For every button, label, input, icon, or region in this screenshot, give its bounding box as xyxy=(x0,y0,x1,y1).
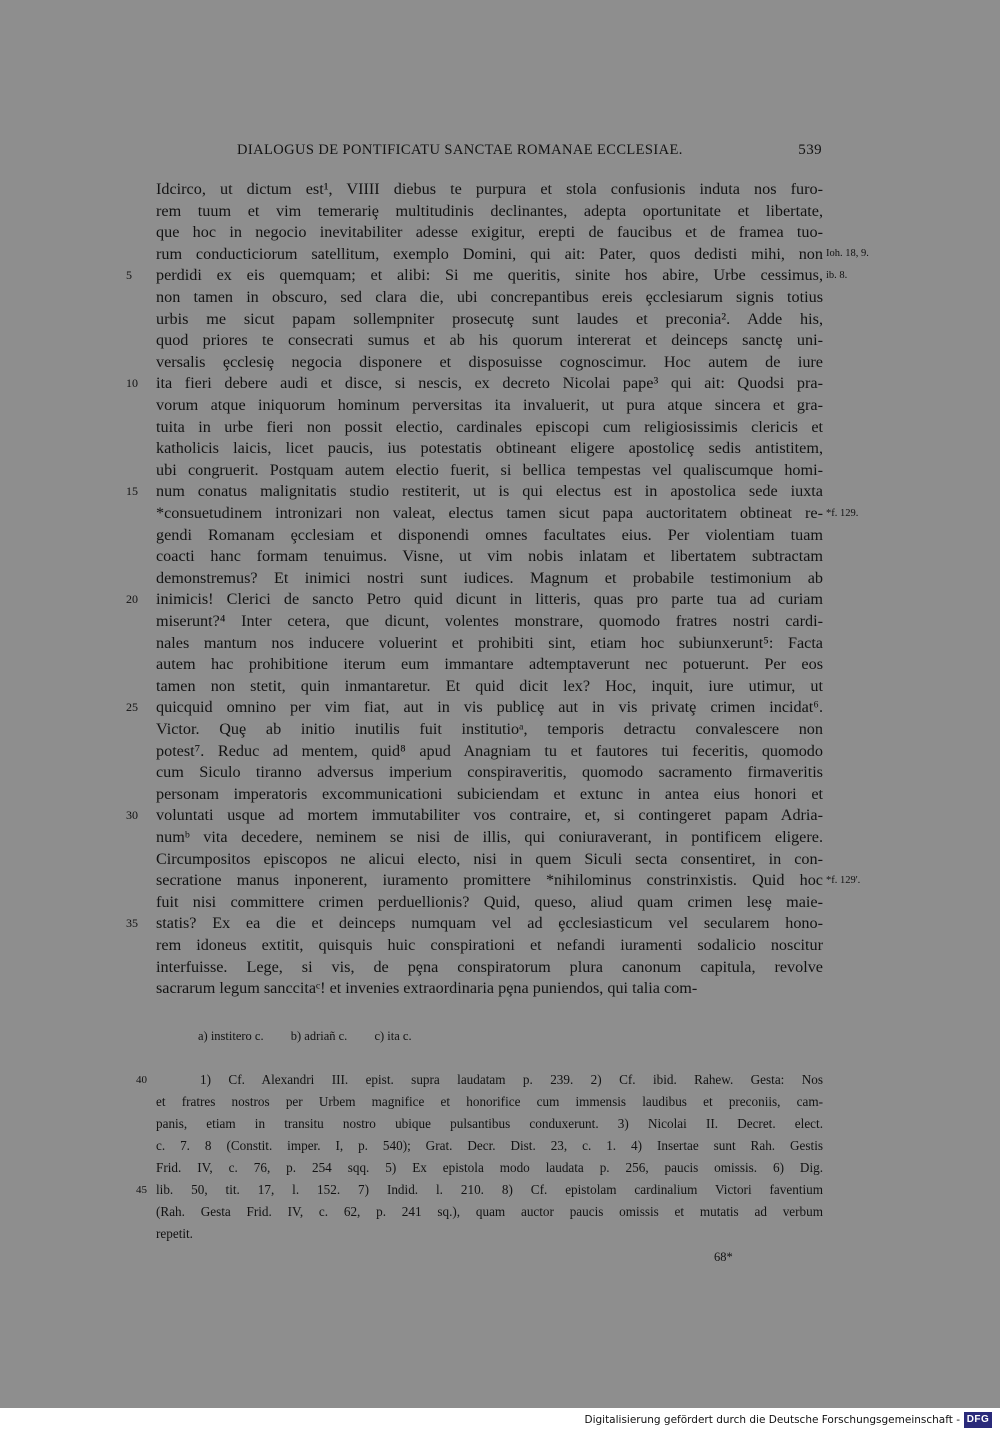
text-line: statis? Ex ea die et deinceps numquam vel ad ȩcclesiasticum vel secularem hono- xyxy=(156,914,823,933)
text-line: coacti hanc formam tenuimus. Visne, ut vim nobis inlatam et libertatem subtractam xyxy=(156,547,823,566)
text-line: non tamen in obscuro, sed clara die, ubi concrepantibus ereis ȩcclesiarum signis totius xyxy=(156,288,823,306)
text-line: vorum atque iniquorum hominum perversitas ita invaluerit, ut pura atque sincera et gra- xyxy=(156,396,823,414)
text-line: miserunt?⁴ Inter cetera, que dicunt, volentes monstrare, quomodo fratres nostri cardi- xyxy=(156,612,823,630)
text-line: inimicis! Clerici de sancto Petro quid dicunt in litteris, quas pro parte tua ad curiam xyxy=(156,590,823,609)
text-line: katholicis laicis, licet paucis, ius potestatis obtineant eligere apostolicȩ sedis antistitem, xyxy=(156,439,823,458)
footnote-line-number: 40 xyxy=(136,1074,147,1086)
line-number: 20 xyxy=(126,592,138,606)
apparatus-note: a) institero c. xyxy=(198,1029,264,1043)
signature-mark: 68* xyxy=(714,1250,733,1264)
text-line: nales mantum nos inducere voluerint et prohibiti sint, etiam hoc subiunxerunt⁵: Facta xyxy=(156,633,823,652)
text-line: quicquid omnino per vim fiat, aut in vis publicȩ aut in vis privatȩ crimen incidat⁶. xyxy=(156,698,823,717)
text-line: perdidi ex eis quemquam; et alibi: Si me queritis, sinite hos abire, Urbe cessimus, xyxy=(156,266,823,285)
line-number: 10 xyxy=(126,376,138,390)
text-line: rem tuum et vim temerariȩ multitudinis declinantes, adepta oportunitate et libertate, xyxy=(156,201,823,220)
text-line: quod priores te consecrati sumus et ab his quorum intererat et deinceps sanctȩ uni- xyxy=(156,331,823,350)
text-line: interfuisse. Lege, si vis, de pȩna conspiratorum plura canonum capitula, revolve xyxy=(156,957,823,976)
text-line: *consuetudinem intronizari non valeat, electus tamen sicut papa auctoritatem obtineat re- xyxy=(156,504,823,522)
margin-note: *f. 129'. xyxy=(826,875,861,886)
footnote-line: repetit. xyxy=(156,1226,193,1241)
page-number: 539 xyxy=(798,142,822,158)
footnote-line: et fratres nostros per Urbem magnifice et honorifice cum immensis laudibus et preconiis, cam- xyxy=(156,1094,823,1109)
text-line: rem idoneus extitit, quisquis huic conspirationi et nefandi iuramenti sodalicio noscitur xyxy=(156,936,823,954)
text-line: personam imperatoris excommunicationi subiciendam et extunc in antea eius honori et xyxy=(156,784,823,803)
footer-text: Digitalisierung gefördert durch die Deutsche Forschungsgemeinschaft - xyxy=(584,1414,960,1426)
apparatus-note: b) adriañ c. xyxy=(290,1029,348,1043)
text-line: sacrarum legum sanccitaᶜ! et invenies extraordinaria pȩna puniendos, qui talia com- xyxy=(156,979,698,998)
line-number: 25 xyxy=(126,700,138,714)
footnote-line: panis, etiam in transitu nostro ubique pulsantibus conduxerunt. 3) Nicolai II. Decret. elect. xyxy=(156,1116,823,1131)
text-line: tamen non stetit, quin inmantaretur. Et quid dicit lex? Hoc, inquit, iure utimur, ut xyxy=(156,676,823,695)
text-line: Circumpositos episcopos ne alicui electo, nisi in quem Siculi secta consentiret, in con- xyxy=(156,849,823,868)
text-line: autem hac prohibitione iterum eum immantare adtemptaverunt nec potuerunt. Per eos xyxy=(156,655,823,674)
line-number: 5 xyxy=(126,268,132,282)
footnote-line: (Rah. Gesta Frid. IV, c. 62, p. 241 sq.), quam auctor paucis omissis et mutatis ad verbum xyxy=(156,1204,823,1219)
apparatus-note: c) ita c. xyxy=(374,1029,412,1043)
line-number: 35 xyxy=(126,916,138,930)
text-line: urbis me sicut papam sollempniter prosecutȩ sunt laudes et preconia². Adde his, xyxy=(156,309,823,328)
margin-note: ib. 8. xyxy=(826,270,848,281)
text-line: ubi congruerit. Postquam autem electio fuerit, si bellica tempestas vel qualiscumque homi- xyxy=(156,460,823,479)
text-line: gendi Romanam ȩcclesiam et disponendi omnes facultates eius. Per violentiam tuam xyxy=(156,525,823,544)
text-line: voluntati usque ad mortem immutabiliter vos contraire, et, si contingeret papam Adria- xyxy=(156,806,823,825)
critical-apparatus xyxy=(198,1029,436,1044)
text-line: secratione manus inponerent, iuramento promittere *nihilominus constrinxistis. Quid hoc xyxy=(156,871,823,890)
text-line: versalis ȩcclesiȩ negocia disponere et disposuisse cognoscimur. Hoc autem de iure xyxy=(156,352,823,371)
text-line: que hoc in negocio inevitabiliter adesse exigitur, erepti de faucibus et de framea tuo- xyxy=(156,223,823,242)
text-line: Idcirco, ut dictum est¹, VIIII diebus te purpura et stola confusionis induta nos furo- xyxy=(156,180,823,198)
margin-note: Ioh. 18, 9. xyxy=(826,248,869,259)
text-line: num conatus malignitatis studio restiterit, ut is qui electus est in apostolica sede iuxta xyxy=(156,482,823,501)
margin-note: *f. 129. xyxy=(826,508,859,519)
text-line: fuit nisi committere crimen perduellionis? Quid, queso, aliud quam crimen lesȩ maie- xyxy=(156,892,823,911)
line-number: 15 xyxy=(126,484,138,498)
footnote-line: lib. 50, tit. 17, l. 152. 7) Indid. l. 210. 8) Cf. epistolam cardinalium Victori faventium xyxy=(156,1182,823,1197)
footnote-line: 1) Cf. Alexandri III. epist. supra laudatam p. 239. 2) Cf. ibid. Rahew. Gesta: Nos xyxy=(200,1072,823,1087)
running-header xyxy=(237,142,822,160)
digitization-footer xyxy=(0,1408,1000,1434)
text-line: numᵇ vita decedere, neminem se nisi de illis, qui coniuraverant, in pontificem eligere. xyxy=(156,828,823,846)
line-number: 30 xyxy=(126,808,138,822)
text-line: cum Siculo tiranno adversus imperium conspiraveritis, quomodo sacramento firmaveritis xyxy=(156,763,823,782)
text-line: Victor. Quȩ ab initio inutilis fuit institutioᵃ, temporis detractu convalescere non xyxy=(156,720,823,738)
text-line: rum conducticiorum satellitum, exemplo Domini, qui ait: Pater, quos dedisti mihi, non xyxy=(156,244,823,263)
footnote-line: c. 7. 8 (Constit. imper. I, p. 540); Grat. Decr. Dist. 23, c. 1. 4) Insertae sunt Rah. Gestis xyxy=(156,1138,823,1153)
footnote-line-number: 45 xyxy=(136,1184,147,1196)
header-title: DIALOGUS DE PONTIFICATU SANCTAE ROMANAE ECCLESIAE. xyxy=(237,142,683,158)
text-line: ita fieri debere audi et disce, si nescis, ex decreto Nicolai pape³ qui ait: Quodsi pra- xyxy=(156,374,823,393)
text-line: demonstremus? Et inimici nostri sunt iudices. Magnum et probabile testimonium ab xyxy=(156,568,823,587)
dfg-logo: DFG xyxy=(964,1412,992,1428)
text-line: potest⁷. Reduc ad mentem, quid⁸ apud Anagniam tu et fautores tui feceritis, quomodo xyxy=(156,741,823,760)
footnote-line: Frid. IV, c. 76, p. 254 sqq. 5) Ex epistola modo laudata p. 256, paucis omissis. 6) Dig. xyxy=(156,1160,823,1175)
text-line: tuita in urbe fieri non possit electio, cardinales episcopi cum religiosissimis clericis et xyxy=(156,417,823,436)
